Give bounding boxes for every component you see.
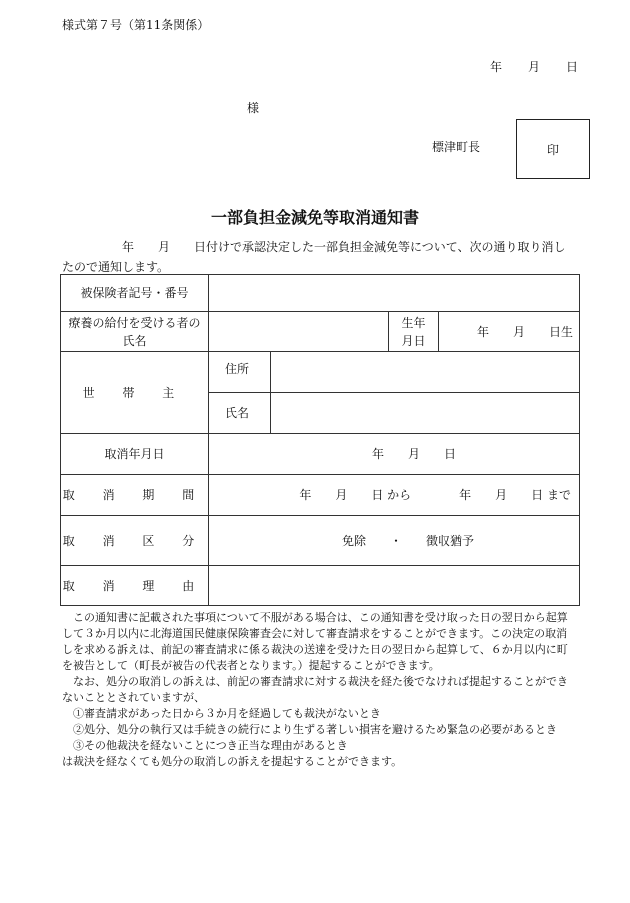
- recipient-name-field[interactable]: [209, 312, 388, 351]
- note-item-3: ③その他裁決を経ないことにつき正当な理由があるとき: [73, 739, 348, 752]
- issue-date: [490, 58, 578, 75]
- householder-address-field[interactable]: [271, 352, 579, 392]
- intro-line-2: たので通知します。: [62, 260, 170, 274]
- intro-year: 年: [122, 240, 135, 254]
- cancel-period-field[interactable]: 年 月 日 から 年 月 日 まで: [299, 488, 571, 502]
- note-p1-line2: して３か月以内に北海道国民健康保険審査会に対して審査請求をすることができます。この決定の取消: [62, 627, 568, 640]
- recipient-label-line1: 療養の給付を受ける者の: [68, 315, 201, 330]
- document-title: 一部負担金減免等取消通知書: [210, 208, 419, 227]
- name-label: 氏名: [225, 406, 250, 420]
- intro-month: 月: [158, 240, 171, 254]
- householder-label: [61, 352, 208, 433]
- cancel-date-field[interactable]: 年 月 日: [371, 447, 456, 461]
- intro-line-1: [62, 238, 566, 255]
- note-closing: は裁決を経なくても処分の取消しの訴えを提起することができます。: [62, 755, 403, 768]
- recipient-label-line2: 氏名: [122, 333, 147, 348]
- cancel-period-label: [61, 475, 208, 515]
- addressee-suffix: 様: [247, 101, 260, 115]
- intro-rest: 日付けで承認決定した一部負担金減免等について、次の通り取り消し: [194, 240, 566, 254]
- insured-number-field[interactable]: [209, 275, 579, 311]
- note-p1-line4: を被告として（町長が被告の代表者となります。）提起することができます。: [62, 659, 440, 672]
- householder-name-field[interactable]: [271, 393, 579, 433]
- issue-date-month: 月: [528, 60, 541, 74]
- cancel-type-label: [61, 516, 208, 565]
- seal-box: [516, 119, 590, 179]
- birth-label-line2: 月日: [401, 333, 426, 348]
- birth-label-line1: 生年: [401, 315, 426, 330]
- issue-date-year: 年: [490, 60, 503, 74]
- cancel-period-label-text: 取 消 期 間: [62, 488, 207, 502]
- issue-date-day: 日: [566, 60, 579, 74]
- cancel-reason-label: [61, 566, 208, 605]
- note-item-1: ①審査請求があった日から３か月を経過しても裁決がないとき: [73, 707, 381, 720]
- address-label: 住所: [225, 362, 250, 376]
- cancellation-table: [60, 274, 580, 606]
- householder-label-text: 世 帯 主: [82, 385, 187, 400]
- seal-label: 印: [546, 142, 559, 157]
- note-p1-line3: しを求める訴えは、前記の審査請求に係る裁決の送達を受けた日の翌日から起算して、６か月以内に町: [62, 643, 568, 656]
- recipient-name-label: [61, 312, 208, 351]
- appeal-notes: [62, 610, 580, 770]
- cancel-type-label-text: 取 消 区 分: [62, 533, 207, 548]
- note-p1-line1: この通知書に記載された事項について不服がある場合は、この通知書を受け取った日の翌日から起算: [73, 611, 568, 624]
- note-item-2: ②処分、処分の執行又は手続きの続行により生ずる著しい損害を避けるため緊急の必要があるとき: [73, 723, 557, 736]
- insured-number-label: 被保険者記号・番号: [80, 286, 189, 300]
- cancel-reason-field[interactable]: [209, 566, 579, 605]
- cancel-date-label: 取消年月日: [104, 447, 165, 461]
- birth-date-label: [389, 312, 438, 351]
- birth-date-field[interactable]: 年 月 日生: [476, 324, 573, 339]
- form-number: 様式第７号（第11条関係）: [62, 18, 210, 32]
- note-p2-line1: なお、処分の取消しの訴えは、前記の審査請求に対する裁決を経た後でなければ提起することができ: [73, 675, 568, 688]
- note-p2-line2: ないこととされていますが、: [62, 691, 205, 704]
- issuer-name: 標津町長: [432, 140, 481, 154]
- cancel-reason-label-text: 取 消 理 由: [62, 578, 207, 593]
- cancel-type-field[interactable]: 免除 ・ 徴収猶予: [341, 533, 474, 548]
